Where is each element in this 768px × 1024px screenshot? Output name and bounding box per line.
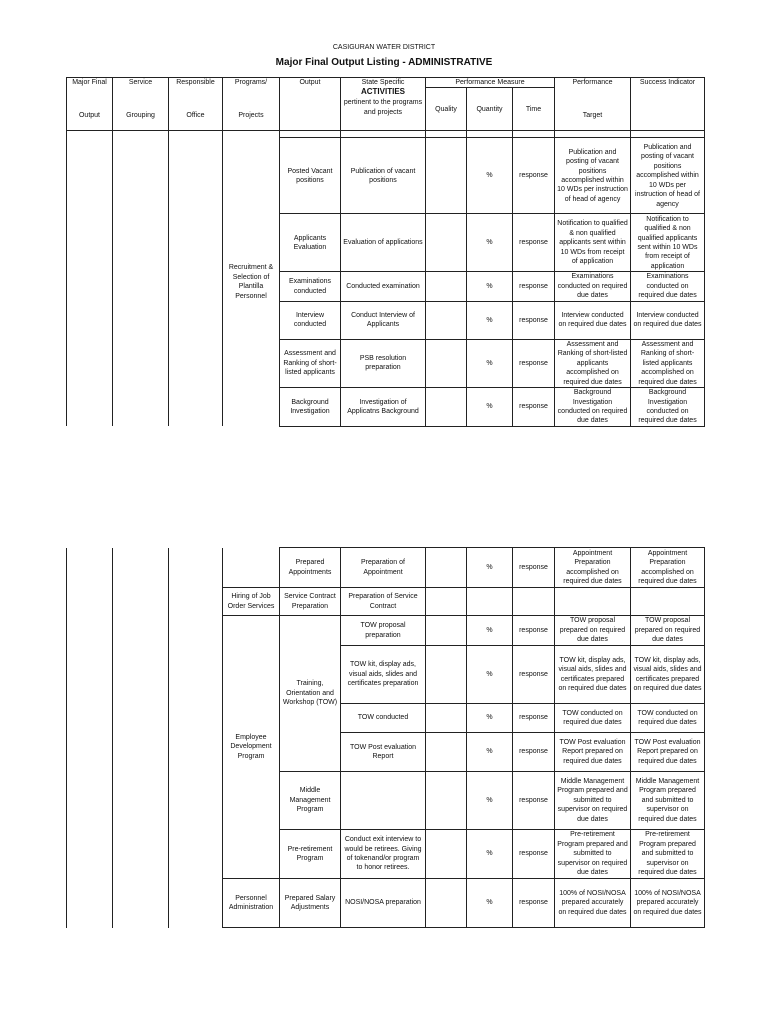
header-service-top: Service: [128, 79, 153, 86]
header-activities-sub: pertinent to the programs and projects: [343, 99, 423, 116]
header-performance-bottom: Target: [582, 112, 603, 120]
time-cell: response: [513, 616, 555, 646]
quality-cell: [426, 214, 467, 272]
quality-cell: [426, 772, 467, 830]
quality-cell: [426, 646, 467, 704]
target-cell: 100% of NOSI/NOSA prepared accurately on required due dates: [555, 879, 631, 928]
activity-cell: NOSI/NOSA preparation: [341, 879, 426, 928]
output-cell: Middle Management Program: [280, 772, 341, 830]
output-tow: Training, Orientation and Workshop (TOW): [280, 616, 341, 772]
output-cell: Service Contract Preparation: [280, 588, 341, 616]
header-output: [280, 78, 341, 131]
time-cell: [513, 588, 555, 616]
target-cell: Examinations conducted on required due dates: [555, 272, 631, 301]
header-mfo-bottom: Output: [78, 112, 100, 120]
time-cell: response: [513, 214, 555, 272]
quality-cell: [426, 879, 467, 928]
header-success-indicator: Success Indicator: [631, 78, 705, 131]
header-quality: Quality: [426, 88, 467, 131]
header-performance-measure: Performance Measure: [426, 78, 555, 88]
activity-cell: PSB resolution preparation: [341, 339, 426, 387]
header-office-bottom: Office: [186, 112, 205, 120]
indicator-cell: Interview conducted on required due dates: [631, 301, 705, 339]
activity-cell: Conduct Interview of Applicants: [341, 301, 426, 339]
mfo-table-page-2: [66, 547, 705, 928]
activity-cell: TOW kit, display ads, visual aids, slides and certificates preparation: [341, 646, 426, 704]
service-cell: [113, 138, 169, 427]
office-cell: [169, 138, 223, 427]
target-cell: Interview conducted on required due dates: [555, 301, 631, 339]
quantity-cell: %: [467, 301, 513, 339]
indicator-cell: TOW conducted on required due dates: [631, 704, 705, 733]
agency-name: CASIGURAN WATER DISTRICT: [332, 44, 436, 51]
activity-cell: [341, 772, 426, 830]
program-personnel-admin: Personnel Administration: [223, 879, 280, 928]
indicator-cell: Assessment and Ranking of short-listed applicants accomplished on required due dates: [631, 339, 705, 387]
quantity-cell: %: [467, 214, 513, 272]
output-cell: Posted Vacant positions: [280, 138, 341, 214]
header-mfo-top: Major Final: [72, 79, 107, 86]
service-cell: [113, 548, 169, 928]
mfo-cell: [67, 138, 113, 427]
target-cell: TOW Post evaluation Report prepared on required due dates: [555, 733, 631, 772]
activity-cell: Publication of vacant positions: [341, 138, 426, 214]
indicator-cell: Pre-retirement Program prepared and submitted to supervisor on required due dates: [631, 830, 705, 879]
quality-cell: [426, 704, 467, 733]
activity-cell: TOW conducted: [341, 704, 426, 733]
activity-cell: Conducted examination: [341, 272, 426, 301]
output-cell: Assessment and Ranking of short-listed applicants: [280, 339, 341, 387]
indicator-cell: TOW Post evaluation Report prepared on required due dates: [631, 733, 705, 772]
activity-cell: TOW proposal preparation: [341, 616, 426, 646]
output-cell: Pre-retirement Program: [280, 830, 341, 879]
quantity-cell: %: [467, 616, 513, 646]
quality-cell: [426, 138, 467, 214]
quality-cell: [426, 616, 467, 646]
target-cell: Notification to qualified & non qualified applicants sent within 10 WDs from receipt of application: [555, 214, 631, 272]
time-cell: response: [513, 646, 555, 704]
indicator-cell: TOW proposal prepared on required due dates: [631, 616, 705, 646]
output-cell: Applicants Evaluation: [280, 214, 341, 272]
table-row: [67, 138, 705, 214]
header-programs-top: Programs/: [234, 79, 268, 86]
target-cell: TOW conducted on required due dates: [555, 704, 631, 733]
activity-cell: Preparation of Service Contract: [341, 588, 426, 616]
output-cell: Prepared Appointments: [280, 548, 341, 588]
header-state-specific: State Specific: [361, 79, 405, 86]
time-cell: response: [513, 138, 555, 214]
time-cell: response: [513, 704, 555, 733]
time-cell: response: [513, 548, 555, 588]
indicator-cell: 100% of NOSI/NOSA prepared accurately on required due dates: [631, 879, 705, 928]
quantity-cell: %: [467, 879, 513, 928]
indicator-cell: [631, 588, 705, 616]
output-cell: Background Investigation: [280, 387, 341, 426]
header-performance-target: [555, 78, 631, 131]
header-programs: [223, 78, 280, 131]
output-cell: Interview conducted: [280, 301, 341, 339]
program-hiring: Hiring of Job Order Services: [223, 588, 280, 616]
target-cell: TOW proposal prepared on required due dates: [555, 616, 631, 646]
program-recruitment: Recruitment & Selection of Plantilla Personnel: [223, 138, 280, 427]
target-cell: [555, 588, 631, 616]
time-cell: response: [513, 830, 555, 879]
header-office: [169, 78, 223, 131]
header-office-top: Responsible: [176, 79, 215, 86]
mfo-cell: [67, 548, 113, 928]
quality-cell: [426, 548, 467, 588]
quantity-cell: %: [467, 830, 513, 879]
header-quantity: Quantity: [467, 88, 513, 131]
header-activities-label: ACTIVITIES: [360, 87, 405, 97]
time-cell: response: [513, 733, 555, 772]
target-cell: Publication and posting of vacant positions accomplished within 10 WDs per instruction of head of agency: [555, 138, 631, 214]
quantity-cell: %: [467, 733, 513, 772]
time-cell: response: [513, 339, 555, 387]
header-programs-bottom: Projects: [238, 112, 264, 120]
program-cell: [223, 548, 280, 588]
indicator-cell: Appointment Preparation accomplished on required due dates: [631, 548, 705, 588]
indicator-cell: Notification to qualified & non qualified applicants sent within 10 WDs from receipt of application: [631, 214, 705, 272]
header-performance-top: Performance: [572, 79, 613, 86]
header-service-bottom: Grouping: [126, 112, 155, 120]
office-cell: [169, 548, 223, 928]
indicator-cell: TOW kit, display ads, visual aids, slides and certificates prepared on required due dates: [631, 646, 705, 704]
quantity-cell: [467, 588, 513, 616]
time-cell: response: [513, 272, 555, 301]
target-cell: Middle Management Program prepared and submitted to supervisor on required due dates: [555, 772, 631, 830]
header-mfo: [67, 78, 113, 131]
mfo-table-page-1: [66, 77, 705, 427]
table-row: [67, 548, 705, 588]
target-cell: Pre-retirement Program prepared and submitted to supervisor on required due dates: [555, 830, 631, 879]
quantity-cell: %: [467, 339, 513, 387]
quantity-cell: %: [467, 387, 513, 426]
indicator-cell: Background Investigation conducted on required due dates: [631, 387, 705, 426]
activity-cell: Preparation of Appointment: [341, 548, 426, 588]
header-time: Time: [513, 88, 555, 131]
program-employee-development: Employee Development Program: [223, 616, 280, 879]
target-cell: Assessment and Ranking of short-listed applicants accomplished on required due dates: [555, 339, 631, 387]
header-service: [113, 78, 169, 131]
target-cell: Background Investigation conducted on required due dates: [555, 387, 631, 426]
quantity-cell: %: [467, 138, 513, 214]
quality-cell: [426, 387, 467, 426]
quantity-cell: %: [467, 272, 513, 301]
target-cell: Appointment Preparation accomplished on required due dates: [555, 548, 631, 588]
quantity-cell: %: [467, 704, 513, 733]
quality-cell: [426, 301, 467, 339]
indicator-cell: Publication and posting of vacant positions accomplished within 10 WDs per instruction of head of agency: [631, 138, 705, 214]
quantity-cell: %: [467, 772, 513, 830]
header-output-label: Output: [299, 79, 321, 86]
document-title: Major Final Output Listing - ADMINISTRATIVE: [275, 57, 493, 68]
header-activities: [341, 78, 426, 131]
activity-cell: Investigation of Applicatns Background: [341, 387, 426, 426]
activity-cell: Evaluation of applications: [341, 214, 426, 272]
quality-cell: [426, 830, 467, 879]
activity-cell: TOW Post evaluation Report: [341, 733, 426, 772]
indicator-cell: Middle Management Program prepared and submitted to supervisor on required due dates: [631, 772, 705, 830]
output-cell: Examinations conducted: [280, 272, 341, 301]
quantity-cell: %: [467, 548, 513, 588]
time-cell: response: [513, 387, 555, 426]
quality-cell: [426, 588, 467, 616]
activity-cell: Conduct exit interview to would be retirees. Giving of tokenand/or program to honor retirees.: [341, 830, 426, 879]
output-cell: Prepared Salary Adjustments: [280, 879, 341, 928]
quality-cell: [426, 272, 467, 301]
time-cell: response: [513, 879, 555, 928]
quantity-cell: %: [467, 646, 513, 704]
time-cell: response: [513, 772, 555, 830]
target-cell: TOW kit, display ads, visual aids, slides and certificates prepared on required due dates: [555, 646, 631, 704]
time-cell: response: [513, 301, 555, 339]
quality-cell: [426, 339, 467, 387]
indicator-cell: Examinations conducted on required due dates: [631, 272, 705, 301]
quality-cell: [426, 733, 467, 772]
